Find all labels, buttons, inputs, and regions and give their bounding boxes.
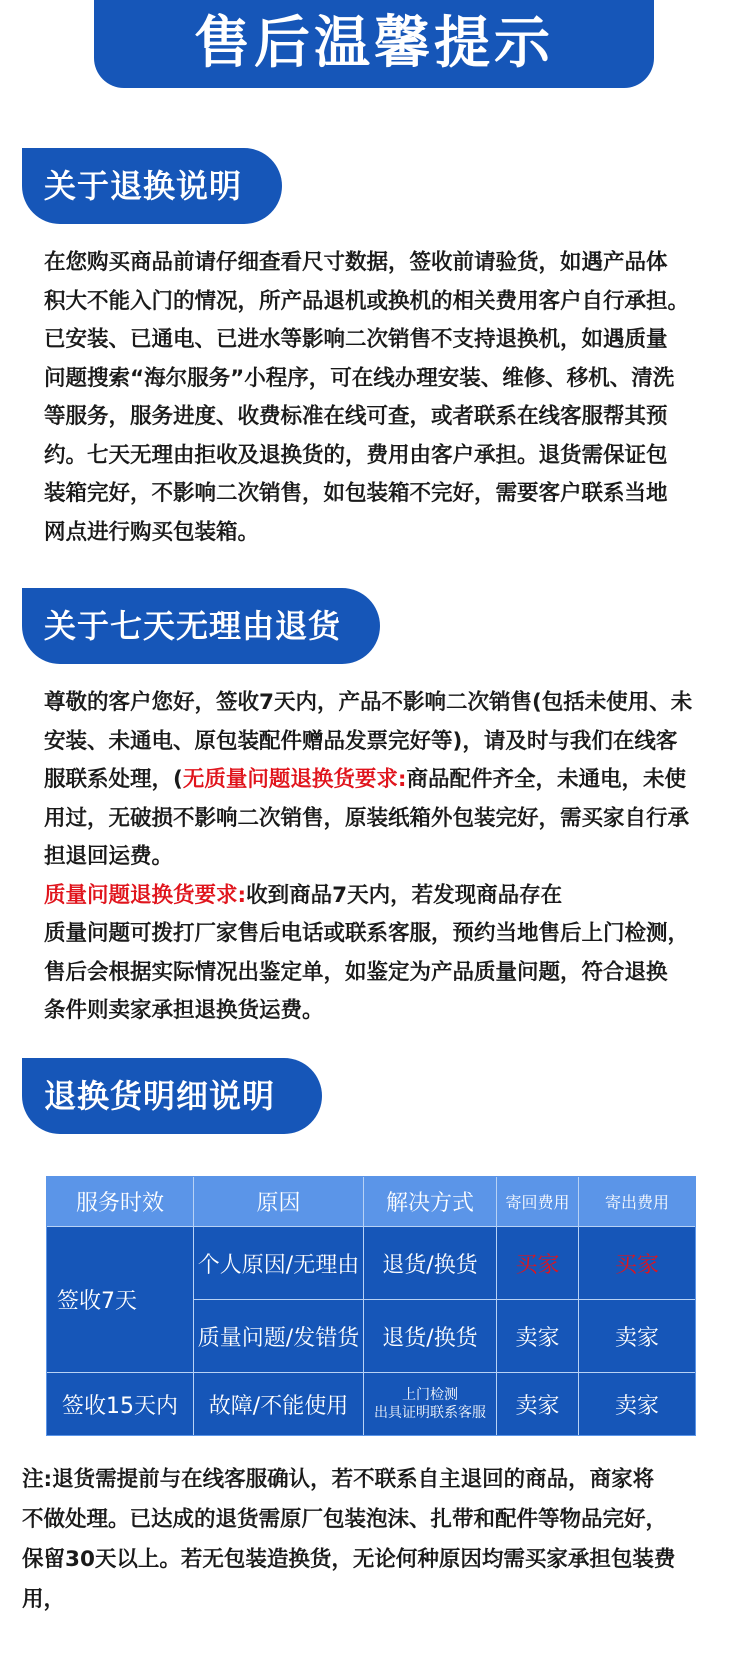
line-text: 商品配件齐全，未通电，未使	[406, 767, 686, 792]
seven-day-return-paragraph	[44, 684, 692, 1031]
paragraph-line: 不做处理。已达成的退货需原厂包装泡沫、扎带和配件等物品完好，	[22, 1507, 668, 1532]
paragraph-line: 在您购买商品前请仔细查看尺寸数据，签收前请验货，如遇产品体	[44, 250, 668, 275]
section-title-return-exchange: 关于退换说明	[22, 148, 282, 224]
no-quality-issue-requirement-label: 无质量问题退换货要求:	[182, 767, 407, 792]
paragraph-line: 质量问题可拨打厂家售后电话或联系客服，预约当地售后上门检测，	[44, 921, 690, 946]
paragraph-line	[44, 877, 692, 916]
table-cell-return-fee: 买家	[497, 1227, 579, 1300]
paragraph-line: 注:退货需提前与在线客服确认，若不联系自主退回的商品，商家将	[22, 1467, 655, 1492]
table-cell-send-fee: 买家	[579, 1227, 695, 1300]
table-period-cell: 签收15天内	[47, 1373, 194, 1435]
paragraph-line: 用过，无破损不影响二次销售，原装纸箱外包装完好，需买家自行承	[44, 805, 690, 831]
table-cell-solution: 退货/换货	[364, 1300, 497, 1373]
solution-line: 出具证明联系客服	[374, 1405, 486, 1421]
paragraph-line: 尊敬的客户您好，签收7天内，产品不影响二次销售(包括未使用、未	[44, 690, 693, 715]
table-cell-return-fee: 卖家	[497, 1300, 579, 1373]
paragraph-line: 约。七天无理由拒收及退换货的，费用由客户承担。退货需保证包	[44, 442, 668, 468]
paragraph-line: 担退回运费。	[44, 844, 174, 869]
solution-line: 上门检测	[402, 1387, 458, 1403]
table-cell-return-fee: 卖家	[497, 1373, 579, 1435]
paragraph-line: 等服务，服务进度、收费标准在线可查，或者联系在线客服帮其预	[44, 404, 668, 429]
paragraph-line: 积大不能入门的情况，所产品退机或换机的相关费用客户自行承担。	[44, 288, 690, 314]
table-cell-reason: 质量问题/发错货	[194, 1300, 364, 1373]
line-text: 服联系处理，(	[44, 767, 183, 792]
paragraph-line: 售后会根据实际情况出鉴定单，如鉴定为产品质量问题，符合退换	[44, 959, 668, 985]
paragraph-line: 装箱完好，不影响二次销售，如包装箱不完好，需要客户联系当地	[44, 481, 668, 506]
paragraph-line: 问题搜索“海尔服务”小程序，可在线办理安装、维修、移机、清洗	[44, 365, 675, 391]
paragraph-line: 网点进行购买包装箱。	[44, 519, 260, 545]
table-cell-send-fee: 卖家	[579, 1300, 695, 1373]
section-title-return-details: 退换货明细说明	[22, 1058, 322, 1134]
table-header-cell: 寄回费用	[497, 1177, 579, 1227]
table-header-cell: 寄出费用	[579, 1177, 695, 1227]
section-title-seven-day-return: 关于七天无理由退货	[22, 588, 380, 664]
return-details-table	[46, 1176, 696, 1436]
table-cell-reason: 个人原因/无理由	[194, 1227, 364, 1300]
table-header-cell: 服务时效	[47, 1177, 194, 1227]
paragraph-line: 条件则卖家承担退换货运费。	[44, 998, 324, 1023]
table-header-cell: 原因	[194, 1177, 364, 1227]
paragraph-line	[44, 761, 692, 800]
table-header-cell: 解决方式	[364, 1177, 497, 1227]
table-cell-solution: 退货/换货	[364, 1227, 497, 1300]
paragraph-line: 保留30天以上。若无包装造换货，无论何种原因均需买家承担包装费	[22, 1547, 676, 1572]
table-cell-reason: 故障/不能使用	[194, 1373, 364, 1435]
line-text: 收到商品7天内，若发现商品存在	[246, 882, 563, 908]
footnote-paragraph	[22, 1460, 675, 1620]
paragraph-line: 已安装、已通电、已进水等影响二次销售不支持退换机，如遇质量	[44, 327, 668, 352]
quality-issue-requirement-label: 质量问题退换货要求:	[44, 882, 247, 908]
paragraph-line: 安装、未通电、原包装配件赠品发票完好等)，请及时与我们在线客	[44, 728, 678, 754]
table-cell-send-fee: 卖家	[579, 1373, 695, 1435]
paragraph-line: 用，	[22, 1587, 66, 1612]
return-exchange-paragraph	[44, 244, 689, 552]
table-period-cell: 签收7天	[47, 1227, 194, 1373]
table-cell-solution	[364, 1373, 497, 1435]
page-banner-title: 售后温馨提示	[94, 0, 654, 88]
